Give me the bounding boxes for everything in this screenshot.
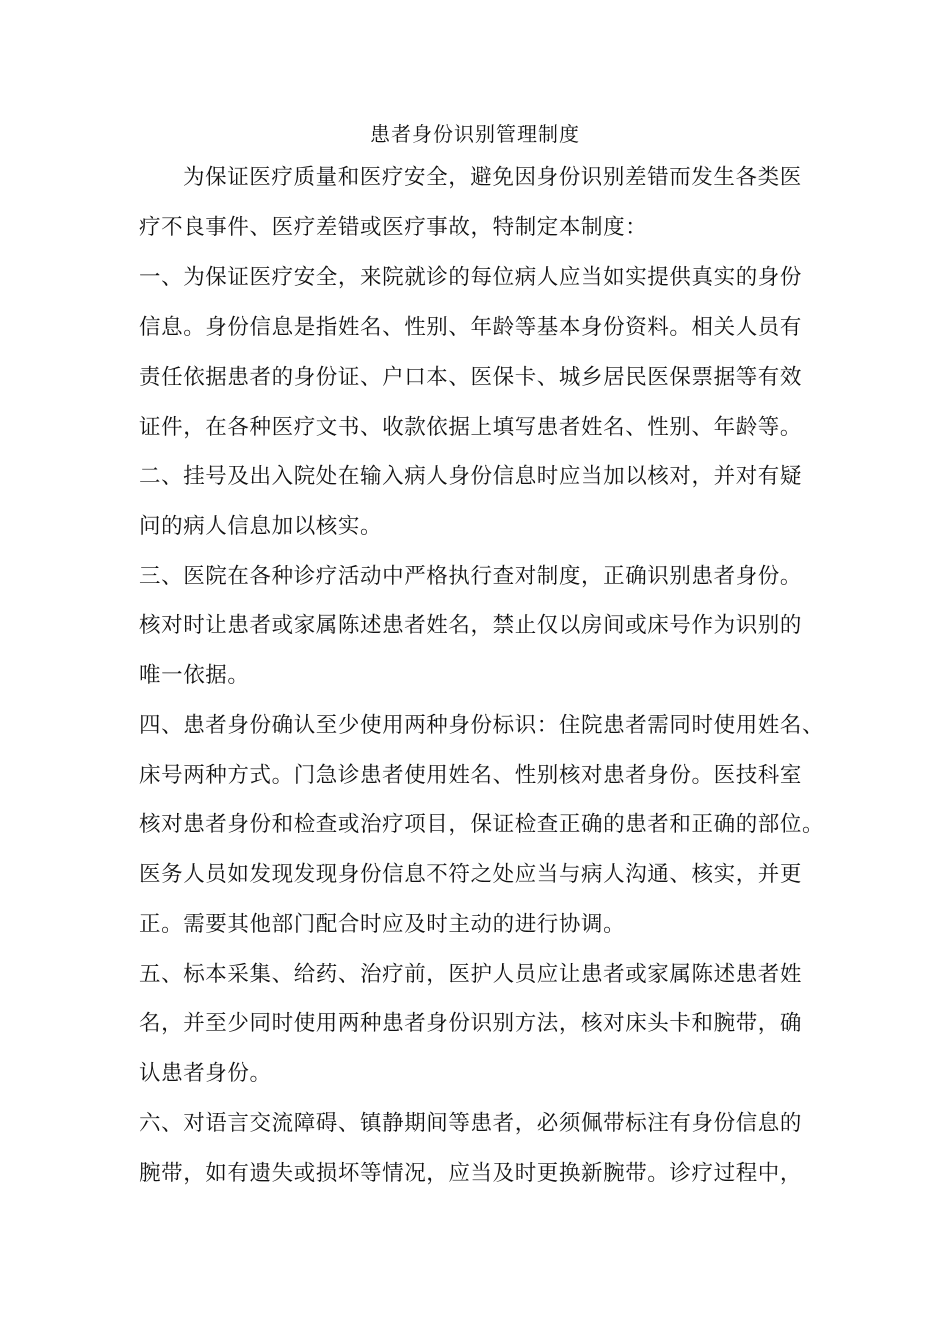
body-line: 信息。身份信息是指姓名、性别、年龄等基本身份资料。相关人员有 [139,315,803,340]
body-line: 责任依据患者的身份证、户口本、医保卡、城乡居民医保票据等有效 [139,365,803,390]
body-line: 医务人员如发现发现身份信息不符之处应当与病人沟通、核实，并更 [139,862,803,887]
body-line: 名，并至少同时使用两种患者身份识别方法，核对床头卡和腕带，确 [139,1011,803,1036]
body-line: 问的病人信息加以核实。 [139,514,383,539]
body-line: 一、为保证医疗安全，来院就诊的每位病人应当如实提供真实的身份 [139,265,803,290]
body-line: 疗不良事件、医疗差错或医疗事故，特制定本制度： [139,215,648,240]
body-line: 证件，在各种医疗文书、收款依据上填写患者姓名、性别、年龄等。 [139,415,803,440]
body-line: 六、对语言交流障碍、镇静期间等患者，必须佩带标注有身份信息的 [139,1111,803,1136]
body-line: 认患者身份。 [139,1061,272,1086]
body-line: 核对患者身份和检查或治疗项目，保证检查正确的患者和正确的部位。 [139,812,825,837]
body-line: 三、医院在各种诊疗活动中严格执行查对制度，正确识别患者身份。 [139,564,803,589]
body-line: 五、标本采集、给药、治疗前，医护人员应让患者或家属陈述患者姓 [139,962,803,987]
body-line: 床号两种方式。门急诊患者使用姓名、性别核对患者身份。医技科室 [139,763,803,788]
document-title: 患者身份识别管理制度 [370,122,580,146]
body-line: 核对时让患者或家属陈述患者姓名，禁止仅以房间或床号作为识别的 [139,613,803,638]
body-line: 正。需要其他部门配合时应及时主动的进行协调。 [139,912,626,937]
body-line: 四、患者身份确认至少使用两种身份标识：住院患者需同时使用姓名、 [139,713,825,738]
body-line: 为保证医疗质量和医疗安全，避免因身份识别差错而发生各类医 [183,165,802,190]
body-line: 二、挂号及出入院处在输入病人身份信息时应当加以核对，并对有疑 [139,464,803,489]
body-line: 唯一依据。 [139,663,250,688]
body-line: 腕带，如有遗失或损坏等情况，应当及时更换新腕带。诊疗过程中， [139,1161,803,1186]
